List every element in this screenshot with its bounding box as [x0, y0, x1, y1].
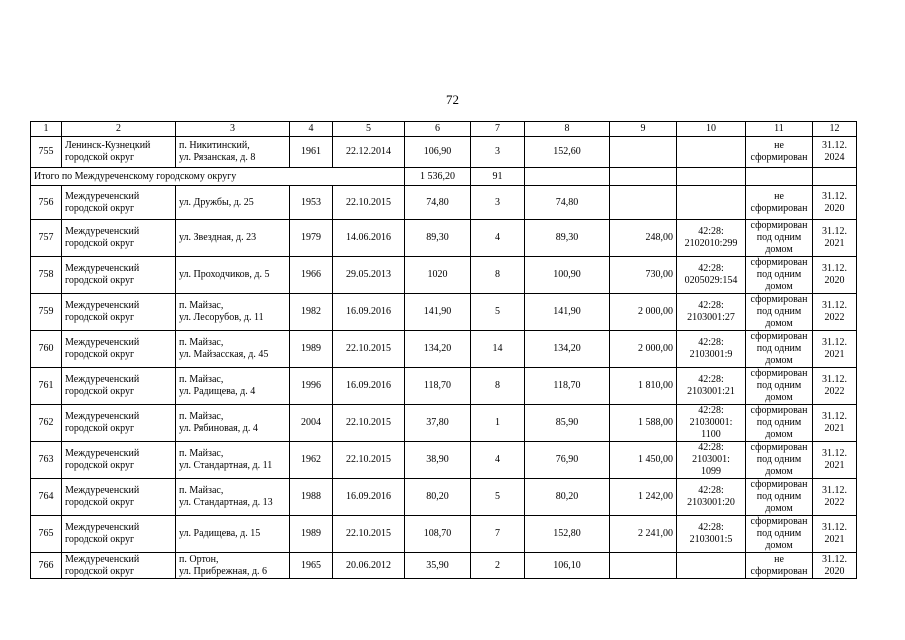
cell-total-area: 100,90: [525, 257, 610, 294]
cell-date: 16.09.2016: [333, 368, 405, 405]
cell-land-status: не сформирован: [746, 553, 813, 579]
cell-residents: 8: [471, 257, 525, 294]
cell-municipality: Междуреченский городской округ: [62, 257, 176, 294]
column-header: 8: [525, 122, 610, 137]
cell-total-area: 106,10: [525, 553, 610, 579]
cell-land-area: [610, 137, 677, 168]
cell-land-status: сформирован под одним домом: [746, 368, 813, 405]
cell-residents: 4: [471, 220, 525, 257]
cell-year-built: 1966: [290, 257, 333, 294]
cell-address: ул. Радищева, д. 15: [176, 516, 290, 553]
cell-address: п. Майзас, ул. Рябиновая, д. 4: [176, 405, 290, 442]
table-row: [31, 331, 857, 368]
cell-row-number: 755: [31, 137, 62, 168]
cell-address: ул. Проходчиков, д. 5: [176, 257, 290, 294]
cell-cadastral-number: 42:28: 2103001:27: [677, 294, 746, 331]
cell-deadline: 31.12. 2020: [813, 257, 857, 294]
column-header: 9: [610, 122, 677, 137]
cell-land-area: 1 450,00: [610, 442, 677, 479]
housing-table: [30, 121, 857, 579]
cell-total-area: 152,80: [525, 516, 610, 553]
cell-municipality: Междуреченский городской округ: [62, 479, 176, 516]
cell-date: 14.06.2016: [333, 220, 405, 257]
cell-year-built: 1988: [290, 479, 333, 516]
cell-cadastral-number: 42:28: 2103001:20: [677, 479, 746, 516]
cell-address: ул. Дружбы, д. 25: [176, 186, 290, 220]
cell-municipality: Междуреченский городской округ: [62, 186, 176, 220]
cell-date: 22.10.2015: [333, 331, 405, 368]
cell-row-number: 756: [31, 186, 62, 220]
empty-cell: [813, 168, 857, 186]
cell-residents: 4: [471, 442, 525, 479]
cell-row-number: 761: [31, 368, 62, 405]
cell-deadline: 31.12. 2022: [813, 368, 857, 405]
cell-row-number: 766: [31, 553, 62, 579]
cell-row-number: 758: [31, 257, 62, 294]
header-row: [31, 122, 857, 137]
cell-deadline: 31.12. 2022: [813, 479, 857, 516]
cell-address: ул. Звездная, д. 23: [176, 220, 290, 257]
cell-row-number: 763: [31, 442, 62, 479]
cell-land-status: сформирован под одним домом: [746, 220, 813, 257]
cell-cadastral-number: 42:28: 21030001: 1100: [677, 405, 746, 442]
cell-residents: 7: [471, 516, 525, 553]
cell-residents: 1: [471, 405, 525, 442]
cell-row-number: 762: [31, 405, 62, 442]
cell-land-area: 1 242,00: [610, 479, 677, 516]
table-row: [31, 294, 857, 331]
empty-cell: [525, 168, 610, 186]
cell-deadline: 31.12. 2021: [813, 220, 857, 257]
column-header: 12: [813, 122, 857, 137]
cell-residents: 5: [471, 479, 525, 516]
cell-deadline: 31.12. 2021: [813, 516, 857, 553]
cell-total-area: 134,20: [525, 331, 610, 368]
cell-area: 38,90: [405, 442, 471, 479]
cell-municipality: Междуреченский городской округ: [62, 405, 176, 442]
table-row: [31, 553, 857, 579]
cell-year-built: 1961: [290, 137, 333, 168]
column-header: 3: [176, 122, 290, 137]
total-area: 1 536,20: [405, 168, 471, 186]
cell-land-area: 2 241,00: [610, 516, 677, 553]
cell-land-status: сформирован под одним домом: [746, 516, 813, 553]
cell-area: 141,90: [405, 294, 471, 331]
cell-year-built: 1965: [290, 553, 333, 579]
cell-address: п. Майзас, ул. Майзасская, д. 45: [176, 331, 290, 368]
cell-municipality: Междуреченский городской округ: [62, 294, 176, 331]
column-header: 10: [677, 122, 746, 137]
cell-deadline: 31.12. 2021: [813, 405, 857, 442]
cell-total-area: 152,60: [525, 137, 610, 168]
table-row: [31, 137, 857, 168]
empty-cell: [677, 168, 746, 186]
total-label: Итого по Междуреченскому городскому округу: [31, 168, 405, 186]
cell-address: п. Никитинский, ул. Рязанская, д. 8: [176, 137, 290, 168]
cell-year-built: 1989: [290, 516, 333, 553]
table-row: [31, 479, 857, 516]
cell-date: 22.10.2015: [333, 442, 405, 479]
cell-date: 20.06.2012: [333, 553, 405, 579]
cell-total-area: 74,80: [525, 186, 610, 220]
cell-row-number: 764: [31, 479, 62, 516]
cell-land-area: 2 000,00: [610, 331, 677, 368]
empty-cell: [746, 168, 813, 186]
cell-date: 22.10.2015: [333, 405, 405, 442]
cell-cadastral-number: 42:28: 2102010:299: [677, 220, 746, 257]
cell-municipality: Междуреченский городской округ: [62, 516, 176, 553]
cell-land-status: не сформирован: [746, 186, 813, 220]
cell-land-status: сформирован под одним домом: [746, 331, 813, 368]
cell-total-area: 118,70: [525, 368, 610, 405]
cell-cadastral-number: [677, 553, 746, 579]
table-row: [31, 368, 857, 405]
cell-municipality: Ленинск-Кузнецкий городской округ: [62, 137, 176, 168]
cell-municipality: Междуреченский городской округ: [62, 368, 176, 405]
cell-residents: 5: [471, 294, 525, 331]
cell-land-area: 1 588,00: [610, 405, 677, 442]
cell-land-area: 248,00: [610, 220, 677, 257]
cell-residents: 3: [471, 137, 525, 168]
cell-year-built: 2004: [290, 405, 333, 442]
column-header: 2: [62, 122, 176, 137]
cell-residents: 8: [471, 368, 525, 405]
cell-deadline: 31.12. 2021: [813, 331, 857, 368]
cell-deadline: 31.12. 2020: [813, 186, 857, 220]
cell-deadline: 31.12. 2024: [813, 137, 857, 168]
cell-land-area: 730,00: [610, 257, 677, 294]
cell-municipality: Междуреченский городской округ: [62, 220, 176, 257]
cell-residents: 14: [471, 331, 525, 368]
cell-year-built: 1989: [290, 331, 333, 368]
cell-year-built: 1979: [290, 220, 333, 257]
cell-date: 16.09.2016: [333, 294, 405, 331]
cell-cadastral-number: 42:28: 2103001:5: [677, 516, 746, 553]
cell-deadline: 31.12. 2022: [813, 294, 857, 331]
table-row: [31, 186, 857, 220]
cell-land-area: 1 810,00: [610, 368, 677, 405]
table-row: [31, 442, 857, 479]
cell-date: 16.09.2016: [333, 479, 405, 516]
column-header: 4: [290, 122, 333, 137]
cell-municipality: Междуреченский городской округ: [62, 331, 176, 368]
cell-area: 37,80: [405, 405, 471, 442]
cell-cadastral-number: 42:28: 2103001: 1099: [677, 442, 746, 479]
cell-year-built: 1982: [290, 294, 333, 331]
table-row: [31, 257, 857, 294]
cell-land-status: сформирован под одним домом: [746, 479, 813, 516]
cell-cadastral-number: [677, 137, 746, 168]
cell-total-area: 141,90: [525, 294, 610, 331]
cell-year-built: 1962: [290, 442, 333, 479]
table-row: [31, 516, 857, 553]
cell-address: п. Майзас, ул. Стандартная, д. 11: [176, 442, 290, 479]
cell-area: 80,20: [405, 479, 471, 516]
cell-year-built: 1953: [290, 186, 333, 220]
cell-land-status: сформирован под одним домом: [746, 405, 813, 442]
cell-area: 134,20: [405, 331, 471, 368]
cell-deadline: 31.12. 2020: [813, 553, 857, 579]
cell-total-area: 76,90: [525, 442, 610, 479]
column-header: 6: [405, 122, 471, 137]
cell-address: п. Ортон, ул. Прибрежная, д. 6: [176, 553, 290, 579]
column-header: 11: [746, 122, 813, 137]
cell-date: 22.10.2015: [333, 186, 405, 220]
cell-date: 22.10.2015: [333, 516, 405, 553]
cell-row-number: 759: [31, 294, 62, 331]
cell-land-area: 2 000,00: [610, 294, 677, 331]
cell-address: п. Майзас, ул. Лесорубов, д. 11: [176, 294, 290, 331]
cell-land-status: не сформирован: [746, 137, 813, 168]
cell-address: п. Майзас, ул. Радищева, д. 4: [176, 368, 290, 405]
page-number: 72: [446, 92, 459, 107]
cell-total-area: 89,30: [525, 220, 610, 257]
table-row: [31, 405, 857, 442]
cell-area: 108,70: [405, 516, 471, 553]
cell-cadastral-number: 42:28: 2103001:9: [677, 331, 746, 368]
cell-area: 35,90: [405, 553, 471, 579]
cell-area: 74,80: [405, 186, 471, 220]
cell-land-status: сформирован под одним домом: [746, 294, 813, 331]
column-header: 1: [31, 122, 62, 137]
cell-area: 89,30: [405, 220, 471, 257]
empty-cell: [610, 168, 677, 186]
table-row: [31, 220, 857, 257]
cell-cadastral-number: 42:28: 0205029:154: [677, 257, 746, 294]
cell-land-area: [610, 186, 677, 220]
cell-total-area: 85,90: [525, 405, 610, 442]
column-header: 5: [333, 122, 405, 137]
cell-row-number: 757: [31, 220, 62, 257]
cell-land-area: [610, 553, 677, 579]
cell-cadastral-number: [677, 186, 746, 220]
cell-land-status: сформирован под одним домом: [746, 257, 813, 294]
cell-residents: 2: [471, 553, 525, 579]
cell-date: 22.12.2014: [333, 137, 405, 168]
column-header: 7: [471, 122, 525, 137]
cell-area: 118,70: [405, 368, 471, 405]
cell-residents: 3: [471, 186, 525, 220]
total-row: [31, 168, 857, 186]
cell-date: 29.05.2013: [333, 257, 405, 294]
cell-area: 106,90: [405, 137, 471, 168]
cell-municipality: Междуреченский городской округ: [62, 442, 176, 479]
cell-total-area: 80,20: [525, 479, 610, 516]
cell-municipality: Междуреченский городской округ: [62, 553, 176, 579]
cell-address: п. Майзас, ул. Стандартная, д. 13: [176, 479, 290, 516]
cell-cadastral-number: 42:28: 2103001:21: [677, 368, 746, 405]
cell-deadline: 31.12. 2021: [813, 442, 857, 479]
total-residents: 91: [471, 168, 525, 186]
cell-land-status: сформирован под одним домом: [746, 442, 813, 479]
cell-row-number: 760: [31, 331, 62, 368]
cell-year-built: 1996: [290, 368, 333, 405]
cell-row-number: 765: [31, 516, 62, 553]
cell-area: 1020: [405, 257, 471, 294]
